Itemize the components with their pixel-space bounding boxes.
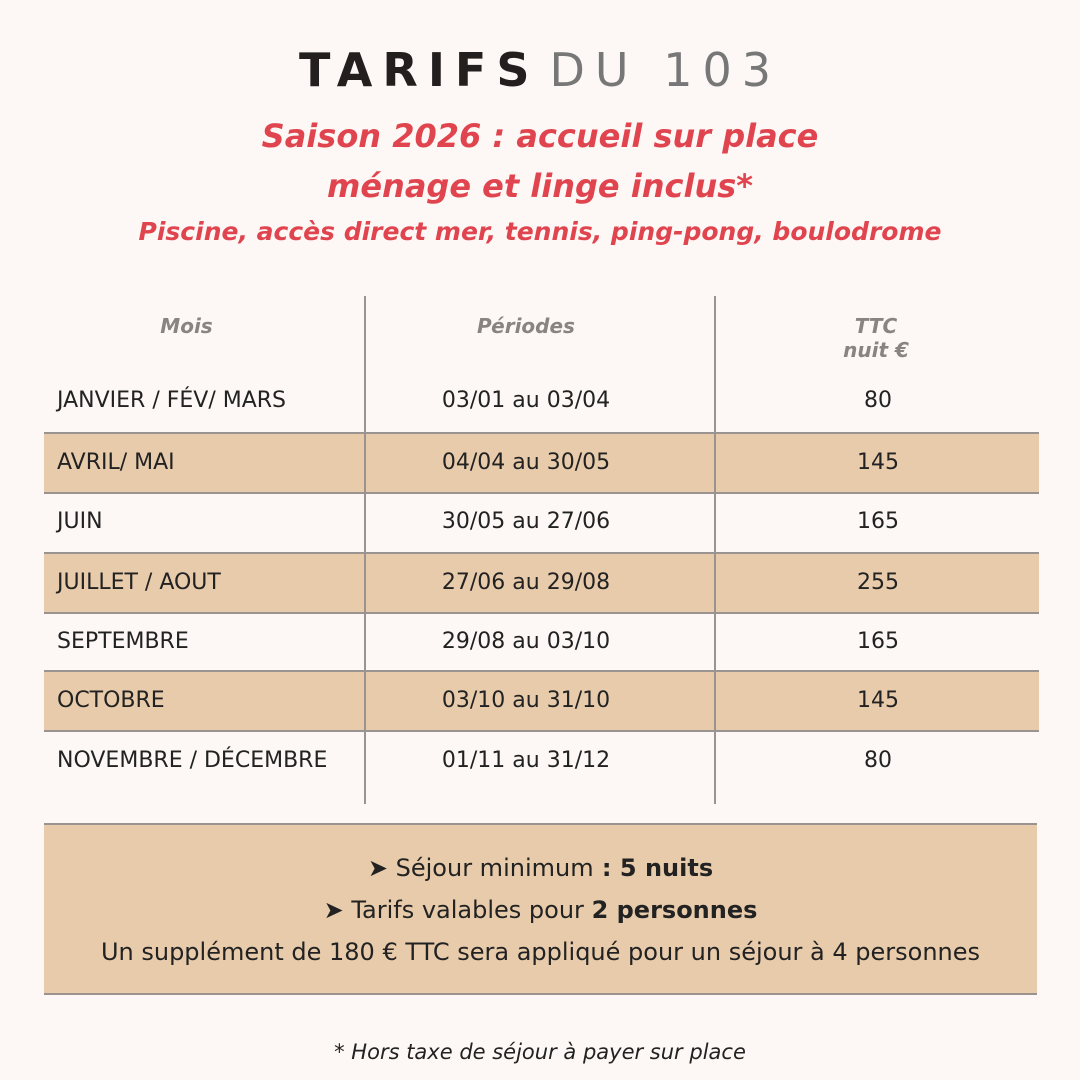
row-price: 80 xyxy=(864,388,892,413)
supplement-line: Un supplément de 180 € TTC sera appliqué pour un séjour à 4 personnes xyxy=(100,938,981,966)
row-price: 165 xyxy=(857,629,899,654)
header-price xyxy=(716,314,1036,362)
subtitle-line2: ménage et linge inclus* xyxy=(326,167,754,205)
table-row xyxy=(44,493,1039,551)
arrow-icon: ➤ xyxy=(323,896,344,924)
min-stay-line xyxy=(44,847,1037,889)
rates-label: Tarifs valables pour xyxy=(351,896,584,924)
row-price: 255 xyxy=(857,570,899,595)
min-stay-sep: : xyxy=(593,854,620,882)
rates-line xyxy=(44,889,1037,931)
footnote: * Hors taxe de séjour à payer sur place xyxy=(334,1040,746,1064)
min-stay-value: 5 nuits xyxy=(619,854,714,882)
rates-table xyxy=(44,296,1039,804)
page-title xyxy=(0,40,1080,100)
row-price: 80 xyxy=(864,748,892,773)
title-light: DU 103 xyxy=(549,43,781,97)
row-month: SEPTEMBRE xyxy=(57,629,189,654)
table-row xyxy=(44,613,1039,671)
column-divider xyxy=(364,296,366,804)
header-month: Mois xyxy=(160,314,213,338)
title-bold: TARIFS xyxy=(298,43,540,97)
row-month: AVRIL/ MAI xyxy=(57,450,175,475)
row-month: OCTOBRE xyxy=(57,688,165,713)
table-row xyxy=(44,432,1039,494)
row-month: NOVEMBRE / DÉCEMBRE xyxy=(57,748,328,773)
row-period: 03/10 au 31/10 xyxy=(441,688,611,713)
row-period: 30/05 au 27/06 xyxy=(441,509,611,534)
rates-value: 2 personnes xyxy=(591,896,758,924)
header-price-line1: TTC xyxy=(854,314,898,338)
table-row xyxy=(44,670,1039,732)
min-stay-label: Séjour minimum xyxy=(395,854,594,882)
header-price-line2: nuit € xyxy=(843,338,909,362)
row-month: JUIN xyxy=(57,509,103,534)
table-row xyxy=(44,552,1039,614)
row-period: 04/04 au 30/05 xyxy=(441,450,611,475)
row-price: 145 xyxy=(857,688,899,713)
header-period: Périodes xyxy=(477,314,575,338)
subtitle-line1: Saison 2026 : accueil sur place xyxy=(261,117,819,155)
row-period: 01/11 au 31/12 xyxy=(441,748,611,773)
table-row xyxy=(44,732,1039,790)
info-box xyxy=(44,823,1037,995)
column-divider xyxy=(714,296,716,804)
table-row xyxy=(44,372,1039,430)
row-period: 03/01 au 03/04 xyxy=(441,388,611,413)
row-price: 165 xyxy=(857,509,899,534)
row-month: JANVIER / FÉV/ MARS xyxy=(57,388,287,413)
row-period: 29/08 au 03/10 xyxy=(441,629,611,654)
row-period: 27/06 au 29/08 xyxy=(441,570,611,595)
row-price: 145 xyxy=(857,450,899,475)
subtitle-line3: Piscine, accès direct mer, tennis, ping-pong, boulodrome xyxy=(138,217,942,246)
row-month: JUILLET / AOUT xyxy=(57,570,221,595)
arrow-icon: ➤ xyxy=(367,854,388,882)
